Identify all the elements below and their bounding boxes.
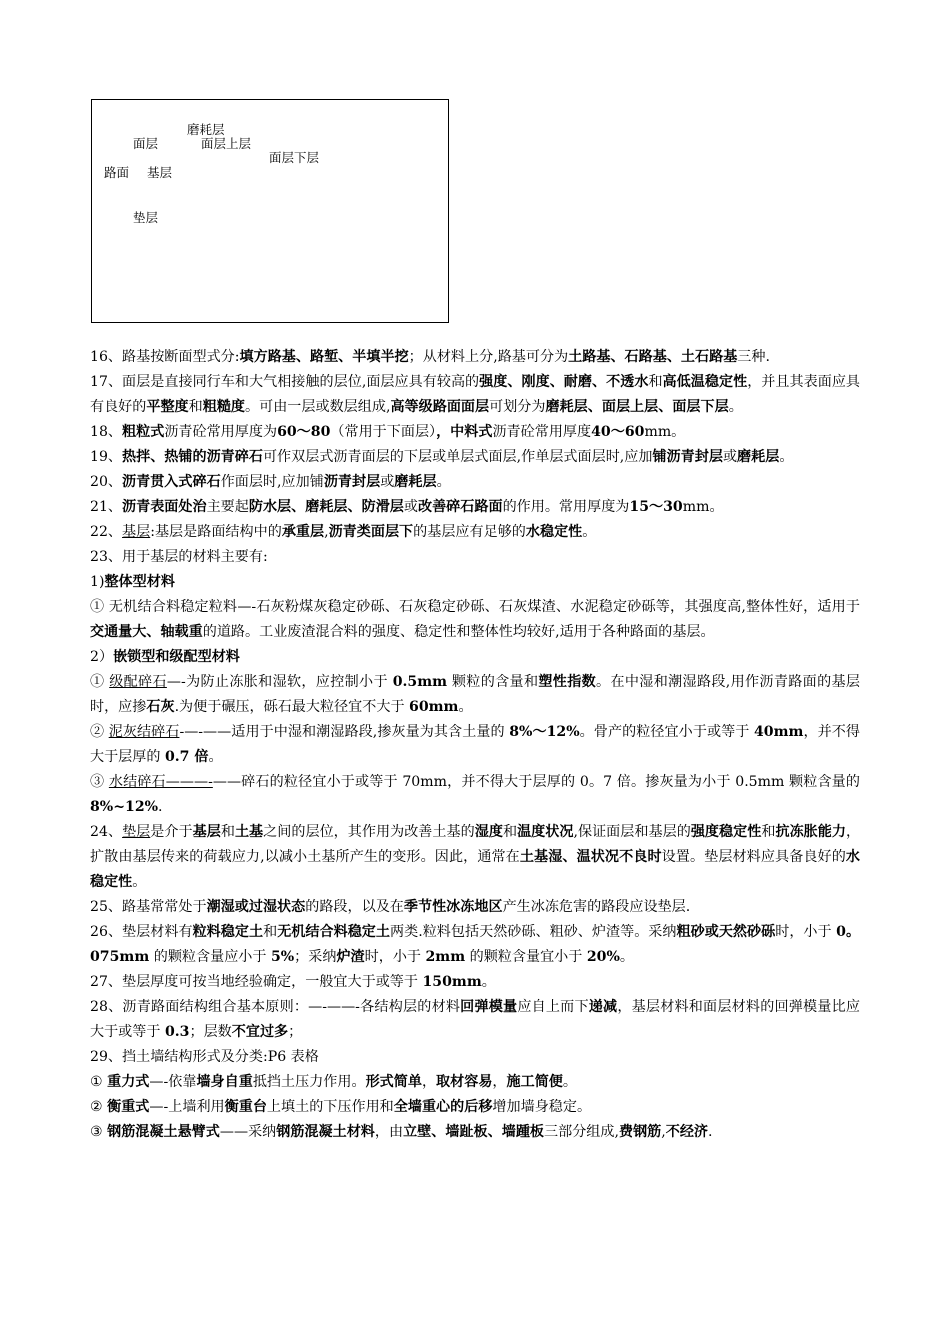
text-run: 两类.粒料包括天然砂砾、粗砂、炉渣等。采纳	[390, 924, 677, 940]
bold-text: 沥青类面层下	[328, 524, 414, 540]
bold-text: 整体型材料	[104, 574, 175, 590]
bold-text: 0.7 倍	[164, 749, 209, 765]
text-run: 。	[208, 749, 223, 765]
text-run: ,	[324, 524, 329, 540]
underlined-term: 水结碎石———-	[108, 774, 213, 790]
text-run: 的颗粒含量应小于	[149, 949, 271, 965]
bold-text: 2mm	[425, 949, 466, 965]
text-run: 。	[779, 449, 794, 465]
text-run: ①	[90, 674, 110, 690]
paragraph	[90, 720, 860, 770]
text-run: 23、用于基层的材料主要有:	[90, 549, 268, 565]
text-run: ，并不得大于层厚的	[90, 724, 861, 765]
bold-text: 防水层、磨耗层、防滑层	[248, 499, 404, 515]
text-run: 。	[481, 974, 496, 990]
text-run: 是介于	[150, 824, 193, 840]
bold-text: 热拌、热铺的沥青碎石	[122, 449, 263, 465]
text-run: 或	[403, 499, 418, 515]
text-run: 沥青砼常用厚度为	[164, 424, 278, 440]
text-run: 25、路基常常处于	[90, 899, 207, 915]
text-run: 19、	[90, 449, 123, 465]
label-base-layer: 基层	[147, 165, 173, 180]
text-run: ——碎石的粒径宜小于或等于 70mm，并不得大于层厚的 0。7 倍。掺灰量为小于 0.5mm 颗粒含量的	[212, 774, 861, 790]
bold-text: 不宜过多	[231, 1024, 289, 1040]
bold-text: 强度稳定性	[690, 824, 762, 840]
text-run: 。在中湿和潮湿路段,用作沥青路面的基层时，应掺	[90, 674, 861, 715]
bold-text: 抗冻胀能力	[775, 824, 846, 840]
text-run: 。	[728, 399, 743, 415]
bold-text: 水稳定性	[90, 849, 861, 890]
bold-text: 钢筋混凝土悬臂式	[107, 1124, 220, 1140]
bold-text: 石灰	[146, 699, 175, 715]
text-run: :基层是路面结构中的	[150, 524, 282, 540]
paragraph	[90, 895, 860, 920]
bold-text: 20%	[586, 949, 620, 965]
bold-text: 形式简单	[365, 1074, 422, 1090]
text-run: 和	[220, 824, 235, 840]
bold-text: 粗砂或天然砂砾	[676, 924, 776, 940]
text-run: ③	[90, 774, 109, 790]
text-run: 27、垫层厚度可按当地经验确定，一般宜大于或等于	[90, 974, 423, 990]
bold-text: 铺沥青封层	[652, 449, 723, 465]
bold-text: 改善碎石路面	[418, 499, 503, 515]
paragraph	[90, 820, 860, 895]
text-run: .	[158, 799, 163, 815]
paragraph	[90, 420, 860, 445]
text-run: 的作用。常用厚度为	[502, 499, 630, 515]
text-run: 可划分为	[489, 399, 546, 415]
label-lower-surface-layer: 面层下层	[269, 150, 320, 165]
text-run: ，	[492, 1074, 507, 1090]
bold-text: 基层	[192, 824, 221, 840]
paragraph	[90, 995, 860, 1045]
text-run: .	[708, 1124, 713, 1140]
bold-text: 衡重台	[224, 1099, 267, 1115]
bold-text: 立壁、墙趾板、墙踵板	[403, 1124, 545, 1140]
text-run: 颗粒的含量和	[447, 674, 539, 690]
paragraph	[90, 670, 860, 720]
text-run: 。可由一层或数层组成,	[245, 399, 391, 415]
paragraph	[90, 445, 860, 470]
text-run: 2）	[90, 649, 114, 665]
text-run: ，	[421, 1074, 437, 1090]
bold-text: 回弹模量	[460, 999, 518, 1015]
paragraph	[90, 770, 860, 820]
text-run: 产生冰冻危害的路段应设垫层.	[502, 899, 691, 915]
paragraph	[90, 1095, 860, 1120]
bold-text: 150mm	[422, 974, 482, 990]
text-run: 。	[458, 699, 473, 715]
text-run: 21、	[90, 499, 123, 515]
bold-text: 墙身自重	[196, 1074, 253, 1090]
label-surface-layer: 面层	[133, 136, 159, 151]
text-run: 之间的层位，其作用为改善土基的	[263, 824, 475, 840]
bold-text: 交通量大、轴载重	[90, 624, 203, 640]
text-run: 时，小于	[364, 949, 426, 965]
text-run: ③	[90, 1124, 108, 1140]
bold-text: 湿度	[474, 824, 503, 840]
paragraph	[90, 520, 860, 545]
text-run: 24、	[90, 824, 123, 840]
text-run: 。	[619, 949, 634, 965]
text-run: ——采纳	[219, 1124, 277, 1140]
bold-text: 衡重式	[107, 1099, 150, 1115]
bold-text: 温度状况	[517, 824, 574, 840]
text-run: 或	[380, 474, 395, 490]
underlined-term: 垫层	[122, 824, 151, 840]
bold-text: 磨耗层	[394, 474, 437, 490]
paragraph	[90, 470, 860, 495]
text-run: 三部分组成,	[544, 1124, 619, 1140]
text-run: 和	[761, 824, 776, 840]
paragraph	[90, 970, 860, 995]
bold-text: 0。075mm	[90, 924, 861, 965]
bold-text: 承重层	[281, 524, 325, 540]
bold-text: 全墙重心的后移	[393, 1099, 493, 1115]
text-run: 主要起	[206, 499, 249, 515]
text-run: mm。	[682, 499, 724, 515]
text-run: 16、路基按断面型式分:	[90, 349, 240, 365]
bold-text: 60mm	[409, 699, 459, 715]
text-run: 1)	[90, 574, 105, 590]
text-run: 和	[648, 374, 663, 390]
text-run: 。	[562, 1074, 577, 1090]
bold-text: 沥青表面处治	[122, 499, 207, 515]
bold-text: 磨耗层	[737, 449, 780, 465]
text-run: 18、	[90, 424, 123, 440]
text-run: ②	[90, 724, 109, 740]
bold-text: 15～30	[629, 499, 683, 515]
bold-text: 取材容易	[436, 1074, 493, 1090]
bold-text: 填方路基、路堑、半填半挖	[239, 349, 409, 365]
text-run: 抵挡土压力作用。	[252, 1074, 366, 1090]
bold-text: 费钢筋	[618, 1124, 662, 1140]
bold-text: 粒料稳定土	[192, 924, 264, 940]
bold-text: 无机结合料稳定土	[277, 924, 390, 940]
paragraph	[90, 370, 860, 420]
document-body	[90, 345, 860, 1145]
text-run: 和	[263, 924, 278, 940]
text-run: ，扩散由基层传来的荷载应力,以减小土基所产生的变形。因此，通常在	[90, 824, 861, 865]
text-run: 的路段，以及在	[305, 899, 404, 915]
text-run: 和	[188, 399, 203, 415]
text-run: 上填土的下压作用和	[266, 1099, 394, 1115]
bold-text: 粗粒式	[122, 424, 165, 440]
text-run: ；采纳	[294, 949, 337, 965]
bold-text: 8%～12%	[509, 724, 580, 740]
bold-text: 土路基、石路基、土石路基	[568, 349, 738, 365]
text-run: ①	[90, 1074, 108, 1090]
bold-text: 塑性指数	[538, 674, 597, 690]
text-run: ②	[90, 1099, 108, 1115]
bold-text: 沥青贯入式碎石	[122, 474, 221, 490]
paragraph	[90, 1045, 860, 1070]
paragraph	[90, 645, 860, 670]
bold-text: 炉渣	[336, 949, 365, 965]
bold-text: 嵌锁型和级配型材料	[113, 649, 240, 665]
text-run: 。	[132, 874, 147, 890]
text-run: 26、垫层材料有	[90, 924, 193, 940]
bold-text: 平整度	[146, 399, 189, 415]
text-run: mm。	[644, 424, 686, 440]
bold-text: 沥青封层	[323, 474, 381, 490]
bold-text: 高低温稳定性	[662, 374, 748, 390]
text-run: ；层数	[189, 1024, 232, 1040]
text-run: 17、面层是直接同行车和大气相接触的层位,面层应具有较高的	[90, 374, 480, 390]
text-run: （常用于下面层）	[330, 424, 437, 440]
text-run: ；从材料上分,路基可分为	[408, 349, 569, 365]
text-run: —-上墙利用	[149, 1099, 225, 1115]
paragraph	[90, 545, 860, 570]
text-run: 。	[582, 524, 597, 540]
text-run: 。骨产的粒径宜小于或等于	[579, 724, 754, 740]
text-run: 的基层应有足够的	[413, 524, 526, 540]
paragraph	[90, 495, 860, 520]
text-run: 应自上而下	[517, 999, 589, 1015]
text-run: 20、	[90, 474, 123, 490]
bold-text: 土基	[234, 824, 264, 840]
bold-text: 潮湿或过湿状态	[206, 899, 306, 915]
underlined-term: 基层	[122, 524, 151, 540]
bold-text: 磨耗层、面层上层、面层下层	[545, 399, 729, 415]
bold-text: 8%~12%	[90, 799, 159, 815]
bold-text: 强度、刚度、耐磨、不透水	[479, 374, 649, 390]
bold-text: 递减	[588, 999, 618, 1015]
bold-text: 钢筋混凝土材料	[276, 1124, 375, 1140]
bold-text: 60～80	[277, 424, 331, 440]
bold-text: 粗糙度	[202, 399, 246, 415]
text-run: ,	[661, 1124, 666, 1140]
text-run: .为便于碾压，砾石最大粒径宜不大于	[174, 699, 410, 715]
text-run: ，由	[374, 1124, 404, 1140]
pavement-structure-diagram	[91, 99, 449, 323]
text-run: 。	[436, 474, 451, 490]
bold-text: 水稳定性	[525, 524, 583, 540]
text-run: ① 无机结合料稳定粒料—-石灰粉煤灰稳定砂砾、石灰稳定砂砾、石灰煤渣、水泥稳定砂砾等，其强度高,整体性好，适用于	[90, 599, 860, 615]
bold-text: 重力式	[107, 1074, 150, 1090]
text-run: 22、	[90, 524, 123, 540]
text-run: 和	[502, 824, 518, 840]
underlined-term: 泥灰结碎石	[108, 724, 180, 740]
text-run: 三种.	[737, 349, 770, 365]
text-run: 的道路。工业废渣混合料的强度、稳定性和整体性均较好,适用于各种路面的基层。	[202, 624, 715, 640]
bold-text: 季节性冰冻地区	[403, 899, 503, 915]
text-run: 29、挡土墙结构形式及分类:P6 表格	[90, 1049, 319, 1065]
paragraph	[90, 1070, 860, 1095]
text-run: ，并且其表面应具有良好的	[90, 374, 861, 415]
text-run: 增加墙身稳定。	[492, 1099, 592, 1115]
text-run: 时，小于	[775, 924, 837, 940]
label-cushion-layer: 垫层	[133, 210, 159, 225]
bold-text: 高等级路面面层	[390, 399, 490, 415]
text-run: 28、沥青路面结构组合基本原则：—-——-各结构层的材料	[90, 999, 461, 1015]
paragraph	[90, 920, 860, 970]
bold-text: 0.3	[164, 1024, 190, 1040]
bold-text: 土基湿、温状况不良时	[519, 849, 662, 865]
label-upper-surface-layer: 面层上层	[201, 136, 252, 151]
bold-text: 40～60	[591, 424, 645, 440]
label-pavement: 路面	[104, 165, 130, 180]
bold-text: 0.5mm	[392, 674, 448, 690]
text-run: —-为防止冻胀和湿软，应控制小于	[166, 674, 393, 690]
paragraph	[90, 595, 860, 645]
paragraph	[90, 1120, 860, 1145]
text-run: ,保证面层和基层的	[573, 824, 691, 840]
text-run: 沥青砼常用厚度	[492, 424, 592, 440]
text-run: ；	[288, 1024, 303, 1040]
bold-text: 不经济	[665, 1124, 709, 1140]
text-run: ，基层材料和面层材料的回弹模量比应大于或等于	[90, 999, 861, 1040]
paragraph	[90, 570, 860, 595]
label-wear-layer: 磨耗层	[187, 122, 225, 137]
bold-text: ，中料式	[436, 424, 493, 440]
underlined-term: 级配碎石	[109, 674, 167, 690]
text-run: 可作双层式沥青面层的下层或单层式面层,作单层式面层时,应加	[262, 449, 653, 465]
bold-text: 施工简便	[506, 1074, 563, 1090]
text-run: 的颗粒含量宜小于	[465, 949, 587, 965]
bold-text: 40mm	[753, 724, 804, 740]
text-run: —-依靠	[149, 1074, 197, 1090]
text-run: 作面层时,应加铺	[220, 474, 324, 490]
text-run: -—-——适用于中湿和潮湿路段,掺灰量为其含土量的	[179, 724, 510, 740]
text-run: 设置。垫层材料应具备良好的	[661, 849, 846, 865]
text-run: 或	[722, 449, 738, 465]
paragraph	[90, 345, 860, 370]
bold-text: 5%	[270, 949, 295, 965]
